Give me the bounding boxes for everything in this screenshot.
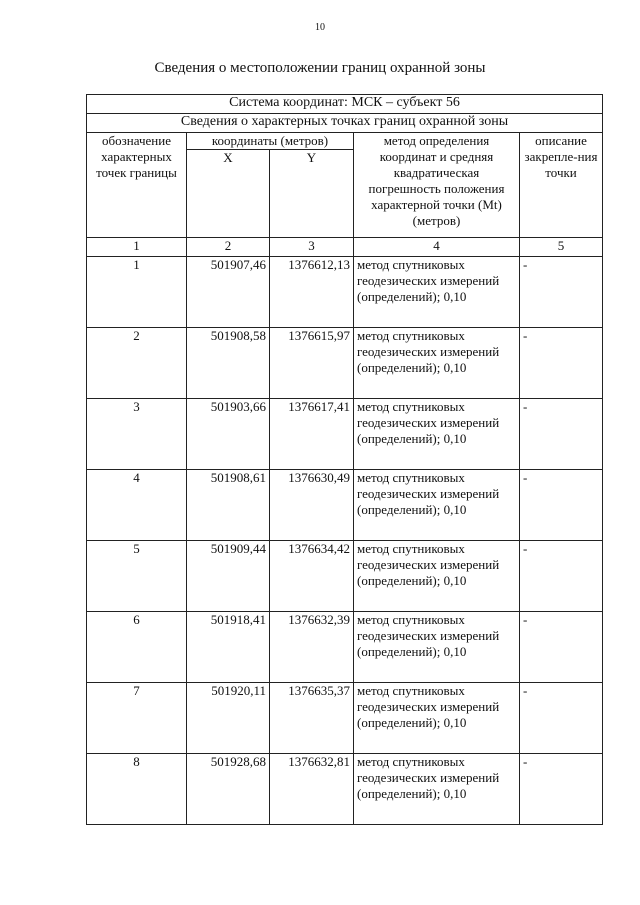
y-coordinate: 1376630,49 xyxy=(270,470,354,541)
section-title-header: Сведения о характерных точках границ охранной зоны xyxy=(87,114,603,133)
coords-column-header: координаты (метров) xyxy=(187,133,354,150)
y-coordinate: 1376634,42 xyxy=(270,541,354,612)
y-coordinate: 1376635,37 xyxy=(270,683,354,754)
table-row xyxy=(87,541,603,612)
column-number: 1 xyxy=(87,238,187,257)
x-coordinate: 501909,44 xyxy=(187,541,270,612)
y-coordinate: 1376632,81 xyxy=(270,754,354,825)
column-number: 5 xyxy=(520,238,603,257)
y-coordinate: 1376612,13 xyxy=(270,257,354,328)
y-coordinate: 1376632,39 xyxy=(270,612,354,683)
point-id: 1 xyxy=(87,257,187,328)
point-fixing-description: - xyxy=(520,328,603,399)
x-column-header: X xyxy=(187,150,270,238)
method-description: метод спутниковых геодезических измерений (определений); 0,10 xyxy=(354,399,520,470)
point-fixing-description: - xyxy=(520,257,603,328)
document-title: Сведения о местоположении границ охранной зоны xyxy=(154,60,486,76)
point-id: 2 xyxy=(87,328,187,399)
desc-column-header: описание закрепле-ния точки xyxy=(520,133,603,238)
x-coordinate: 501920,11 xyxy=(187,683,270,754)
point-id: 4 xyxy=(87,470,187,541)
point-id: 6 xyxy=(87,612,187,683)
x-coordinate: 501908,61 xyxy=(187,470,270,541)
method-column-header: метод определения координат и средняя квадратическая погрешность положения характерной точки (Mt) (метров) xyxy=(354,133,520,238)
point-id: 3 xyxy=(87,399,187,470)
y-coordinate: 1376617,41 xyxy=(270,399,354,470)
column-number: 3 xyxy=(270,238,354,257)
point-id: 8 xyxy=(87,754,187,825)
point-id: 7 xyxy=(87,683,187,754)
method-description: метод спутниковых геодезических измерений (определений); 0,10 xyxy=(354,683,520,754)
x-coordinate: 501908,58 xyxy=(187,328,270,399)
page-number: 10 xyxy=(315,22,325,33)
point-fixing-description: - xyxy=(520,612,603,683)
column-number: 4 xyxy=(354,238,520,257)
point-id: 5 xyxy=(87,541,187,612)
coord-system-header: Система координат: МСК – субъект 56 xyxy=(87,95,603,114)
point-fixing-description: - xyxy=(520,541,603,612)
method-description: метод спутниковых геодезических измерений (определений); 0,10 xyxy=(354,257,520,328)
table-row xyxy=(87,328,603,399)
table-row xyxy=(87,470,603,541)
x-coordinate: 501918,41 xyxy=(187,612,270,683)
method-description: метод спутниковых геодезических измерений (определений); 0,10 xyxy=(354,754,520,825)
boundary-points-table xyxy=(86,94,603,825)
point-column-header: обозначение характерных точек границы xyxy=(87,133,187,238)
method-description: метод спутниковых геодезических измерений (определений); 0,10 xyxy=(354,612,520,683)
column-numbers-row xyxy=(87,238,603,257)
method-description: метод спутниковых геодезических измерений (определений); 0,10 xyxy=(354,470,520,541)
point-fixing-description: - xyxy=(520,754,603,825)
x-coordinate: 501907,46 xyxy=(187,257,270,328)
x-coordinate: 501903,66 xyxy=(187,399,270,470)
x-coordinate: 501928,68 xyxy=(187,754,270,825)
table-row xyxy=(87,399,603,470)
point-fixing-description: - xyxy=(520,470,603,541)
column-number: 2 xyxy=(187,238,270,257)
y-column-header: Y xyxy=(270,150,354,238)
table-row xyxy=(87,257,603,328)
y-coordinate: 1376615,97 xyxy=(270,328,354,399)
table-row xyxy=(87,683,603,754)
method-description: метод спутниковых геодезических измерений (определений); 0,10 xyxy=(354,328,520,399)
point-fixing-description: - xyxy=(520,399,603,470)
point-fixing-description: - xyxy=(520,683,603,754)
table-row xyxy=(87,612,603,683)
table-row xyxy=(87,754,603,825)
method-description: метод спутниковых геодезических измерений (определений); 0,10 xyxy=(354,541,520,612)
